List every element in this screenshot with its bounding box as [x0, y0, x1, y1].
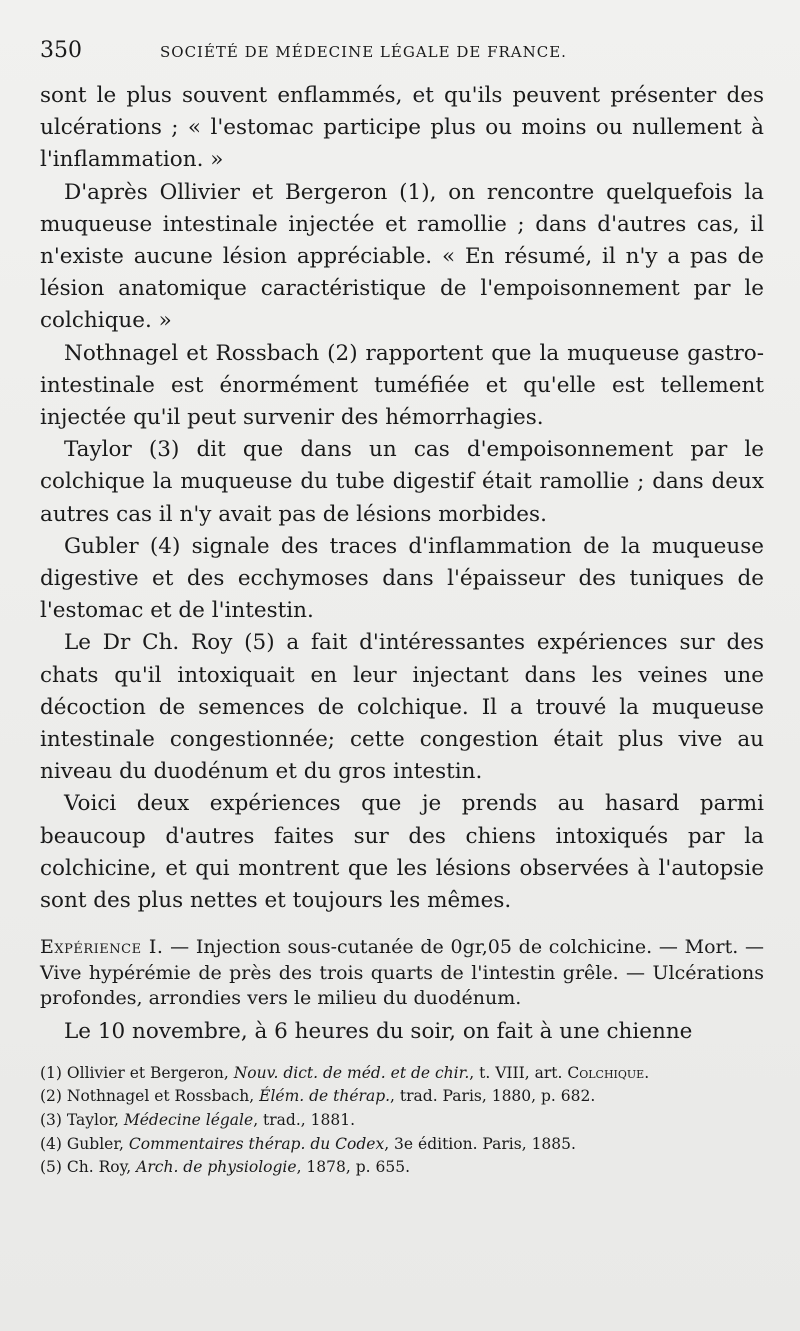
page-number: 350 [40, 38, 82, 63]
experiment-paragraph: Le 10 novembre, à 6 heures du soir, on fait à une chienne [64, 1018, 693, 1044]
footnote-work: Arch. de physiologie [136, 1158, 297, 1177]
experiment-body [40, 1016, 764, 1048]
paragraph-roy: Le Dr Ch. Roy (5) a fait d'intéressantes expériences sur des chats qu'il intoxiquait en leur injectant dans les veines une décoction de semences de colchique. Il a trouvé la muqueuse intestinale congestionnée; cette congestion était plus vive au niveau du duodénum et du gros intestin. [40, 630, 764, 785]
page-header [40, 38, 764, 80]
experiment-heading [40, 935, 764, 1012]
footnote-number: (1) [40, 1063, 62, 1082]
footnote-work: Médecine légale [123, 1110, 254, 1129]
footnote-details: , 1878, p. 655. [296, 1158, 411, 1177]
footnote-author: Gubler, [66, 1134, 129, 1153]
footnote-number: (5) [40, 1158, 62, 1177]
footnote [40, 1133, 764, 1157]
footnote-details: , t. VIII, art. [469, 1063, 568, 1082]
footnote [40, 1085, 764, 1109]
experiment-summary-text: — Injection sous-cutanée de 0gr,05 de colchicine. — Mort. — Vive hypérémie de près des trois quarts de l'intestin grêle. — Ulcérations profondes, arrondies vers le milieu du duodénum. [40, 936, 764, 1010]
footnote-details: , trad. Paris, 1880, p. 682. [390, 1087, 596, 1106]
body-text [40, 80, 764, 917]
footnote-work: Nouv. dict. de méd. et de chir. [233, 1063, 470, 1082]
footnote-author: Nothnagel et Rossbach, [66, 1087, 260, 1106]
footnote-article: Colchique. [567, 1063, 650, 1082]
experiment-summary [40, 935, 764, 1012]
footnote-number: (4) [40, 1134, 62, 1153]
footnote-details: , trad., 1881. [253, 1110, 355, 1129]
footnote-author: Taylor, [66, 1110, 124, 1129]
running-head: SOCIÉTÉ DE MÉDECINE LÉGALE DE FRANCE. [160, 43, 567, 61]
footnote-author: Ollivier et Bergeron, [66, 1063, 234, 1082]
footnote-number: (2) [40, 1087, 62, 1106]
paragraph-experiments-intro: Voici deux expériences que je prends au hasard parmi beaucoup d'autres faites sur des chiens intoxiqués par la colchicine, et qui montrent que les lésions observées à l'autopsie sont des plus nettes et toujours les mêmes. [40, 791, 764, 914]
footnote [40, 1109, 764, 1133]
paragraph-gubler: Gubler (4) signale des traces d'inflammation de la muqueuse digestive et des ecchymoses dans l'épaisseur des tuniques de l'estomac et de l'intestin. [40, 533, 764, 624]
paragraph-nothnagel-rossbach: Nothnagel et Rossbach (2) rapportent que la muqueuse gastro-intestinale est énormément tuméfiée et qu'elle est tellement injectée qu'il peut survenir des hémorrhagies. [40, 340, 764, 431]
footnote-details: , 3e édition. Paris, 1885. [384, 1134, 576, 1153]
paragraph-taylor: Taylor (3) dit que dans un cas d'empoisonnement par le colchique la muqueuse du tube digestif était ramollie ; dans deux autres cas il n'y avait pas de lésions morbides. [40, 437, 764, 527]
paragraph-ollivier-bergeron: D'après Ollivier et Bergeron (1), on rencontre quelquefois la muqueuse intestinale injectée et ramollie ; dans d'autres cas, il n'existe aucune lésion appréciable. « En résumé, il n'y a pas de lésion anatomique caractéristique de l'empoisonnement par le colchique. » [40, 179, 764, 334]
experiment-title: Expérience I. [40, 936, 164, 959]
footnote-author: Ch. Roy, [66, 1158, 137, 1177]
footnote [40, 1156, 764, 1180]
footnote-work: Commentaires thérap. du Codex [128, 1134, 385, 1153]
paragraph-continuation: sont le plus souvent enflammés, et qu'ils peuvent présenter des ulcérations ; « l'estomac participe plus ou moins ou nullement à l'inflammation. » [40, 83, 764, 173]
footnotes [40, 1062, 764, 1180]
footnote [40, 1062, 764, 1086]
footnote-number: (3) [40, 1110, 62, 1129]
footnote-work: Élém. de thérap. [259, 1087, 391, 1106]
